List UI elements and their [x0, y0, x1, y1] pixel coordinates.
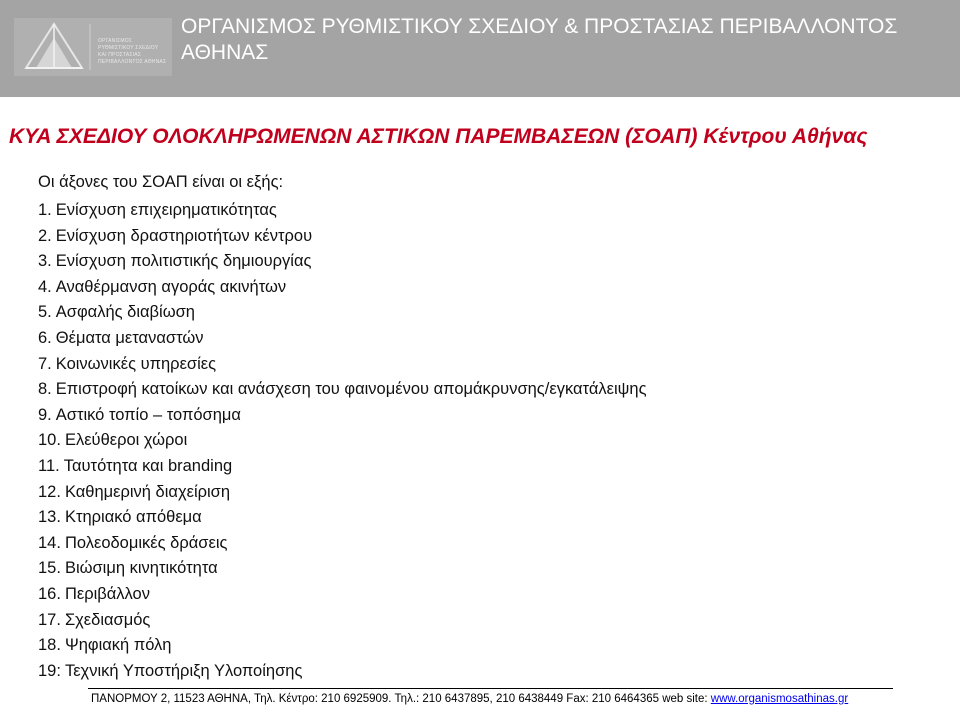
list-item-text: Επιστροφή κατοίκων και ανάσχεση του φαινομένου απομάκρυνσης/εγκατάλειψης	[55, 380, 647, 399]
list-item-text: Ενίσχυση δραστηριοτήτων κέντρου	[55, 226, 313, 245]
list-item	[38, 377, 647, 403]
list-item-text: Κοινωνικές υπηρεσίες	[55, 354, 217, 373]
list-item	[38, 224, 647, 250]
list-item	[38, 608, 647, 634]
footer-contact-text: ΠΑΝΟΡΜΟΥ 2, 11523 ΑΘΗΝΑ, Τηλ. Κέντρο: 210 6925909. Τηλ.: 210 6437895, 210 6438449 Fax: 210 6464365 web site:	[91, 693, 711, 705]
axes-list	[38, 198, 647, 684]
list-item-number: 11.	[38, 456, 60, 475]
list-item-number: 5.	[38, 303, 52, 322]
list-item-text: Ταυτότητα και branding	[63, 456, 233, 475]
list-item-number: 17.	[38, 610, 61, 629]
list-item	[38, 300, 647, 326]
list-item-text: Ενίσχυση επιχειρηματικότητας	[55, 201, 277, 219]
list-item-number: 10.	[38, 431, 61, 450]
list-item	[38, 633, 647, 659]
list-item-number: 9.	[38, 405, 52, 424]
list-item-text: Θέματα μεταναστών	[55, 328, 204, 347]
list-item	[38, 428, 647, 454]
list-item-text: Τεχνική Υποστήριξη Υλοποίησης	[64, 661, 303, 680]
list-item	[38, 275, 647, 301]
list-item	[38, 403, 647, 429]
list-item-number: 1.	[38, 201, 52, 219]
list-item	[38, 582, 647, 608]
list-item-number: 4.	[38, 277, 52, 296]
list-item-number: 15.	[38, 559, 61, 578]
footer	[91, 693, 951, 705]
intro-text: Οι άξονες του ΣΟΑΠ είναι οι εξής:	[38, 173, 284, 191]
list-item	[38, 326, 647, 352]
list-item-text: Αναθέρμανση αγοράς ακινήτων	[55, 277, 287, 296]
website-link[interactable]: www.organismosathinas.gr	[710, 693, 849, 705]
footer-divider	[88, 688, 893, 689]
list-item-number: 12.	[38, 482, 61, 501]
list-item-number: 3.	[38, 252, 52, 271]
list-item	[38, 249, 647, 275]
list-item-number: 14.	[38, 533, 61, 552]
slide-title: ΚΥΑ ΣΧΕΔΙΟΥ ΟΛΟΚΛΗΡΩΜΕΝΩΝ ΑΣΤΙΚΩΝ ΠΑΡΕΜΒΑΣΕΩΝ (ΣΟΑΠ) Κέντρου Αθήνας	[9, 125, 868, 148]
list-item	[38, 505, 647, 531]
list-item	[38, 659, 647, 685]
list-item-number: 19:	[38, 661, 61, 680]
list-item-text: Αστικό τοπίο – τοπόσημα	[55, 405, 241, 424]
organization-title: ΟΡΓΑΝΙΣΜΟΣ ΡΥΘΜΙΣΤΙΚΟΥ ΣΧΕΔΙΟΥ & ΠΡΟΣΤΑΣΙΑΣ ΠΕΡΙΒΑΛΛΟΝΤΟΣ ΑΘΗΝΑΣ	[181, 15, 898, 64]
list-item-number: 16.	[38, 584, 61, 603]
list-item	[38, 531, 647, 557]
list-item-number: 6.	[38, 328, 52, 347]
list-item-text: Καθημερινή διαχείριση	[64, 482, 231, 501]
list-item-number: 8.	[38, 380, 52, 399]
list-item-text: Περιβάλλον	[64, 584, 150, 603]
list-item	[38, 480, 647, 506]
list-item-text: Ελεύθεροι χώροι	[64, 431, 188, 450]
organization-logo	[14, 18, 172, 76]
list-item-number: 7.	[38, 354, 52, 373]
list-item-text: Ασφαλής διαβίωση	[55, 303, 195, 322]
list-item-text: Σχεδιασμός	[64, 610, 151, 629]
list-item	[38, 454, 647, 480]
list-item	[38, 556, 647, 582]
header-bar	[0, 0, 960, 97]
list-item-number: 2.	[38, 226, 52, 245]
list-item-text: Ψηφιακή πόλη	[64, 636, 172, 655]
list-item-text: Ενίσχυση πολιτιστικής δημιουργίας	[55, 252, 312, 271]
list-item-text: Κτηριακό απόθεμα	[64, 508, 202, 527]
logo-text: ΟΡΓΑΝΙΣΜΟΣ ΡΥΘΜΙΣΤΙΚΟΥ ΣΧΕΔΙΟΥ ΚΑΙ ΠΡΟΣΤΑΣΙΑΣ ΠΕΡΙΒΑΛΛΟΝΤΟΣ ΑΘΗΝΑΣ	[98, 38, 167, 65]
list-item-number: 13.	[38, 508, 61, 527]
list-item-text: Βιώσιμη κινητικότητα	[64, 559, 218, 578]
list-item-number: 18.	[38, 636, 61, 655]
list-item-text: Πολεοδομικές δράσεις	[64, 533, 228, 552]
list-item	[38, 198, 647, 224]
list-item	[38, 352, 647, 378]
